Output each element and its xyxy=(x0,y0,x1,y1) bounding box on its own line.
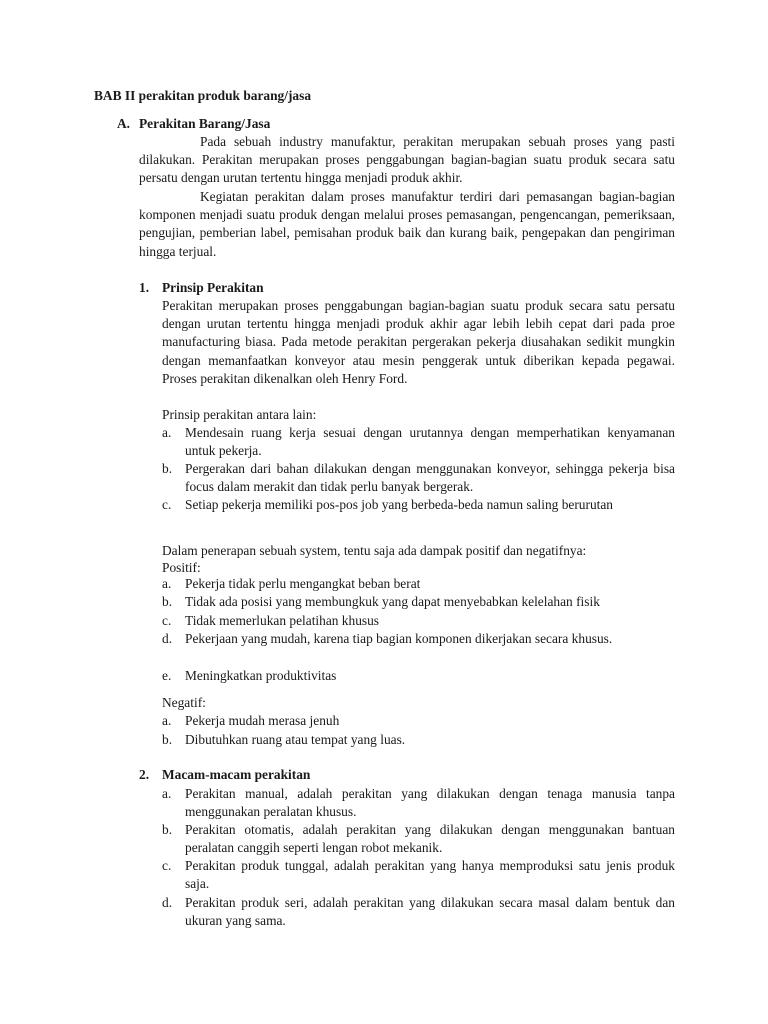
list-item-text: Meningkatkan produktivitas xyxy=(185,668,337,683)
section-a-label: A. xyxy=(117,116,131,131)
list-item-text: Tidak memerlukan pelatihan khusus xyxy=(185,613,380,628)
list-item-label: c. xyxy=(162,613,172,628)
list-item-text: Perakitan otomatis, adalah perakitan yang dilakukan dengan menggunakan bantuan peralatan canggih seperti lengan robot mekanik. xyxy=(185,822,675,856)
positive-label: Positif: xyxy=(162,560,201,575)
list-item-label: b. xyxy=(162,461,173,476)
sub1-number: 1. xyxy=(139,280,150,295)
list-item-label: d. xyxy=(162,631,173,646)
list-item-label: a. xyxy=(162,425,172,440)
list-item-text: Perakitan produk tunggal, adalah perakitan yang hanya memproduksi satu jenis produk saja. xyxy=(185,858,675,892)
section-a-paragraph-2: Kegiatan perakitan dalam proses manufaktur terdiri dari pemasangan bagian-bagian komponen menjadi suatu produk dengan melalui proses pemasangan, pengencangan, pemeriksaan, pengujian, pemberian label, pemisahan produk baik dan kurang baik, pengepakan dan pengiriman hingga terjual. xyxy=(139,189,675,259)
sub2-number: 2. xyxy=(139,767,150,782)
impact-intro: Dalam penerapan sebuah system, tentu saja ada dampak positif dan negatifnya: xyxy=(162,543,587,558)
sub2-title: Macam-macam perakitan xyxy=(162,767,311,782)
list-item-label: e. xyxy=(162,668,172,683)
chapter-title: BAB II perakitan produk barang/jasa xyxy=(94,88,312,103)
list-item-text: Pergerakan dari bahan dilakukan dengan menggunakan konveyor, sehingga pekerja bisa focus dalam merakit dan tidak perlu banyak bergerak. xyxy=(185,461,675,495)
list-item-text: Tidak ada posisi yang membungkuk yang dapat menyebabkan kelelahan fisik xyxy=(185,594,600,609)
section-a-paragraph-1: Pada sebuah industry manufaktur, perakitan merupakan sebuah proses yang pasti dilakukan. Perakitan merupakan proses penggabungan bagian-bagian suatu produk secara satu persatu dengan urutan tertentu hingga menjadi produk akhir. xyxy=(139,134,675,186)
list-item-text: Dibutuhkan ruang atau tempat yang luas. xyxy=(185,732,406,747)
sub1-title: Prinsip Perakitan xyxy=(162,280,264,295)
list-item-label: a. xyxy=(162,786,172,801)
list-item-label: a. xyxy=(162,576,172,591)
list-item-text: Perakitan produk seri, adalah perakitan yang dilakukan secara masal dalam bentuk dan ukuran yang sama. xyxy=(185,895,675,929)
list-item-label: b. xyxy=(162,822,173,837)
list-item-label: d. xyxy=(162,895,173,910)
list-item-text: Perakitan manual, adalah perakitan yang dilakukan dengan tenaga manusia tanpa menggunakan peralatan khusus. xyxy=(185,786,675,820)
list-item-text: Setiap pekerja memiliki pos-pos job yang berbeda-beda namun saling berurutan xyxy=(185,497,614,512)
sub1-body: Perakitan merupakan proses penggabungan bagian-bagian suatu produk secara satu persatu dengan urutan tertentu hingga menjadi produk akhir agar lebih lebih cepat dari pada proe manufacturing biasa. Pada metode perakitan pergerakan pekerja diusahakan sedikit mungkin dengan memanfaatkan konveyor atau mesin penggerak untuk diberikan kepada pegawai. Proses perakitan dikenalkan oleh Henry Ford. xyxy=(162,298,675,386)
list-item-label: c. xyxy=(162,497,172,512)
list-item-label: b. xyxy=(162,732,173,747)
section-a-title: Perakitan Barang/Jasa xyxy=(139,116,271,131)
list-item-label: c. xyxy=(162,858,172,873)
list-item-text: Pekerja tidak perlu mengangkat beban berat xyxy=(185,576,421,591)
list-item-text: Mendesain ruang kerja sesuai dengan urutannya dengan memperhatikan kenyamanan untuk pekerja. xyxy=(185,425,675,459)
principles-intro: Prinsip perakitan antara lain: xyxy=(162,407,317,422)
negative-label: Negatif: xyxy=(162,695,206,710)
list-item-label: b. xyxy=(162,594,173,609)
list-item-label: a. xyxy=(162,713,172,728)
list-item-text: Pekerja mudah merasa jenuh xyxy=(185,713,340,728)
list-item-text: Pekerjaan yang mudah, karena tiap bagian komponen dikerjakan secara khusus. xyxy=(185,631,613,646)
